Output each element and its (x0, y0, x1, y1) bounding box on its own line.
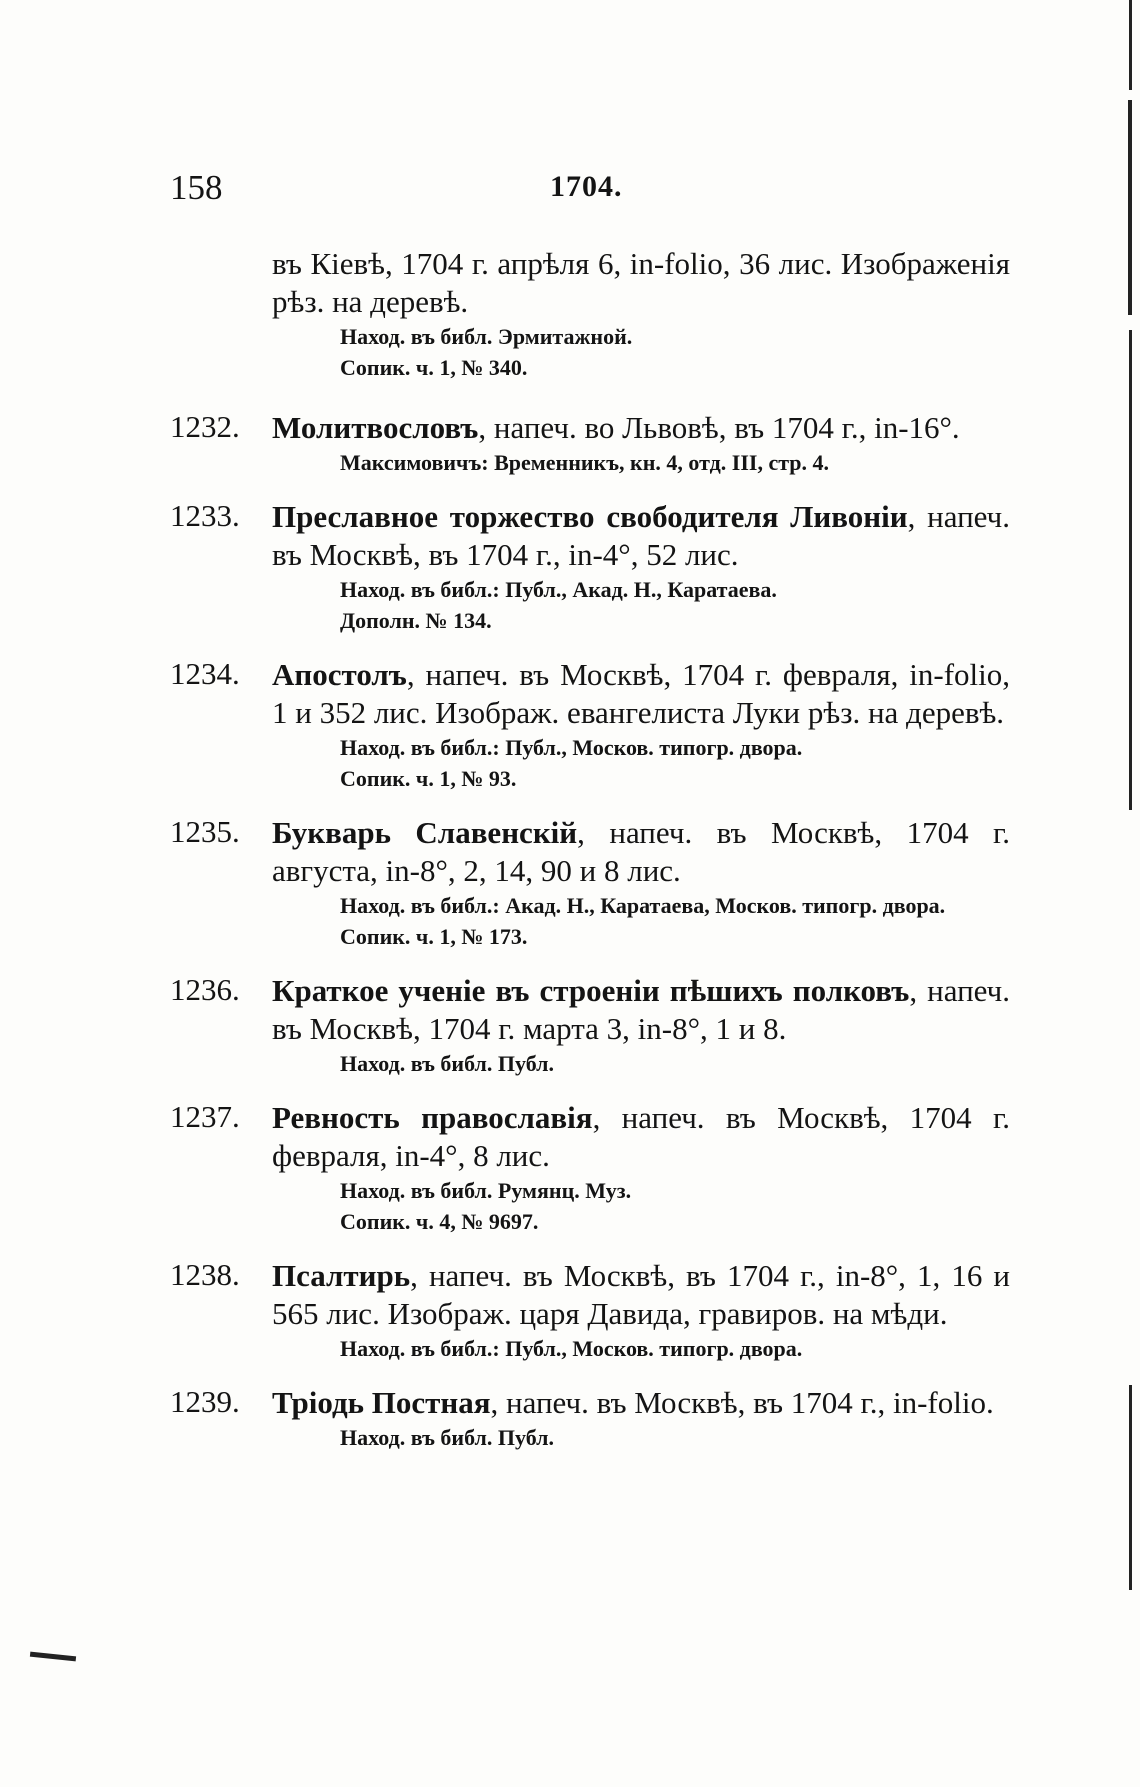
entry-ref: Сопик. ч. 4, № 9697. (340, 1209, 539, 1234)
entry-ref: Наход. въ библ. Публ. (340, 1051, 555, 1076)
entry-1234 (170, 656, 1010, 794)
entry-ref: Наход. въ библ. Румянц. Муз. (340, 1178, 632, 1203)
entry-title: Молитвословъ (272, 410, 479, 445)
entry-1239 (170, 1384, 1010, 1453)
entry-number: 1233. (170, 498, 240, 533)
entry-ref: Наход. въ библ.: Публ., Москов. типогр. двора. (340, 735, 803, 760)
entry-ref: Сопик. ч. 1, № 340. (340, 355, 528, 380)
entry-number: 1239. (170, 1384, 240, 1419)
entry-title: Псалтирь (272, 1258, 411, 1293)
entry-title: Преславное торжество свободителя Ливоніи (272, 499, 908, 534)
entry-body: , напеч. въ Москвѣ, въ 1704 г., in-4°, 52 лис. (272, 499, 1011, 572)
entry-body: , напеч. въ Москвѣ, въ 1704 г., in-8°, 1, 16 и 565 лис. Изображ. царя Давида, гравиров. на мѣди. (272, 1258, 1010, 1331)
entry-body: , напеч. въ Москвѣ, 1704 г. февраля, in-4°, 8 лис. (272, 1100, 1010, 1173)
entry-continuation (170, 245, 1010, 383)
entry-body: , напеч. въ Москвѣ, въ 1704 г., in-folio. (490, 1385, 994, 1420)
entry-number: 1234. (170, 656, 240, 691)
scan-edge-mark (30, 1652, 76, 1662)
entry-ref: Наход. въ библ.: Акад. Н., Каратаева, Москов. типогр. двора. (340, 893, 946, 918)
entry-title: Ревность православія (272, 1100, 593, 1135)
entry-ref: Сопик. ч. 1, № 93. (340, 766, 517, 791)
entry-number: 1238. (170, 1257, 240, 1292)
entry-body: , напеч. въ Москвѣ, 1704 г. августа, in-8°, 2, 14, 90 и 8 лис. (272, 815, 1010, 888)
page-number: 158 (170, 168, 223, 207)
entry-title: Тріодь Постная (272, 1385, 491, 1420)
entry-number: 1232. (170, 409, 240, 444)
page-header (170, 168, 1020, 218)
entry-title: Апостолъ (272, 657, 407, 692)
entry-ref: Наход. въ библ. Публ. (340, 1425, 555, 1450)
page-edge-line (1129, 1385, 1132, 1590)
entry-number: 1237. (170, 1099, 240, 1134)
entry-body: въ Кіевѣ, 1704 г. апрѣля 6, in-folio, 36 лис. Изображенія рѣз. на деревѣ. (272, 246, 1010, 319)
entry-ref: Наход. въ библ. Эрмитажной. (340, 324, 633, 349)
entry-ref: Наход. въ библ.: Публ., Москов. типогр. двора. (340, 1336, 803, 1361)
entry-ref: Наход. въ библ.: Публ., Акад. Н., Каратаева. (340, 577, 777, 602)
entry-ref: Максимовичъ: Временникъ, кн. 4, отд. III, стр. 4. (340, 450, 830, 475)
entry-title: Краткое ученіе въ строеніи пѣшихъ полковъ (272, 973, 910, 1008)
entry-body: , напеч. во Львовѣ, въ 1704 г., in-16°. (478, 410, 960, 445)
entry-1236 (170, 972, 1010, 1079)
entry-1237 (170, 1099, 1010, 1237)
entry-ref: Сопик. ч. 1, № 173. (340, 924, 528, 949)
entry-1238 (170, 1257, 1010, 1364)
entry-1235 (170, 814, 1010, 952)
entry-body: , напеч. въ Москвѣ, 1704 г. марта 3, in-8°, 1 и 8. (272, 973, 1010, 1046)
entry-number: 1236. (170, 972, 240, 1007)
entries-list (170, 245, 1010, 1473)
running-head: 1704. (550, 170, 623, 203)
entry-ref: Дополн. № 134. (340, 608, 492, 633)
entry-title: Букварь Славенскій (272, 815, 578, 850)
page-edge-line (1129, 0, 1132, 90)
entry-body: , напеч. въ Москвѣ, 1704 г. февраля, in-folio, 1 и 352 лис. Изображ. евангелиста Луки рѣз. на деревѣ. (272, 657, 1010, 730)
page-edge-line (1128, 100, 1132, 315)
page-edge-line (1129, 330, 1132, 810)
entry-number: 1235. (170, 814, 240, 849)
entry-1232 (170, 409, 1010, 478)
entry-1233 (170, 498, 1010, 636)
